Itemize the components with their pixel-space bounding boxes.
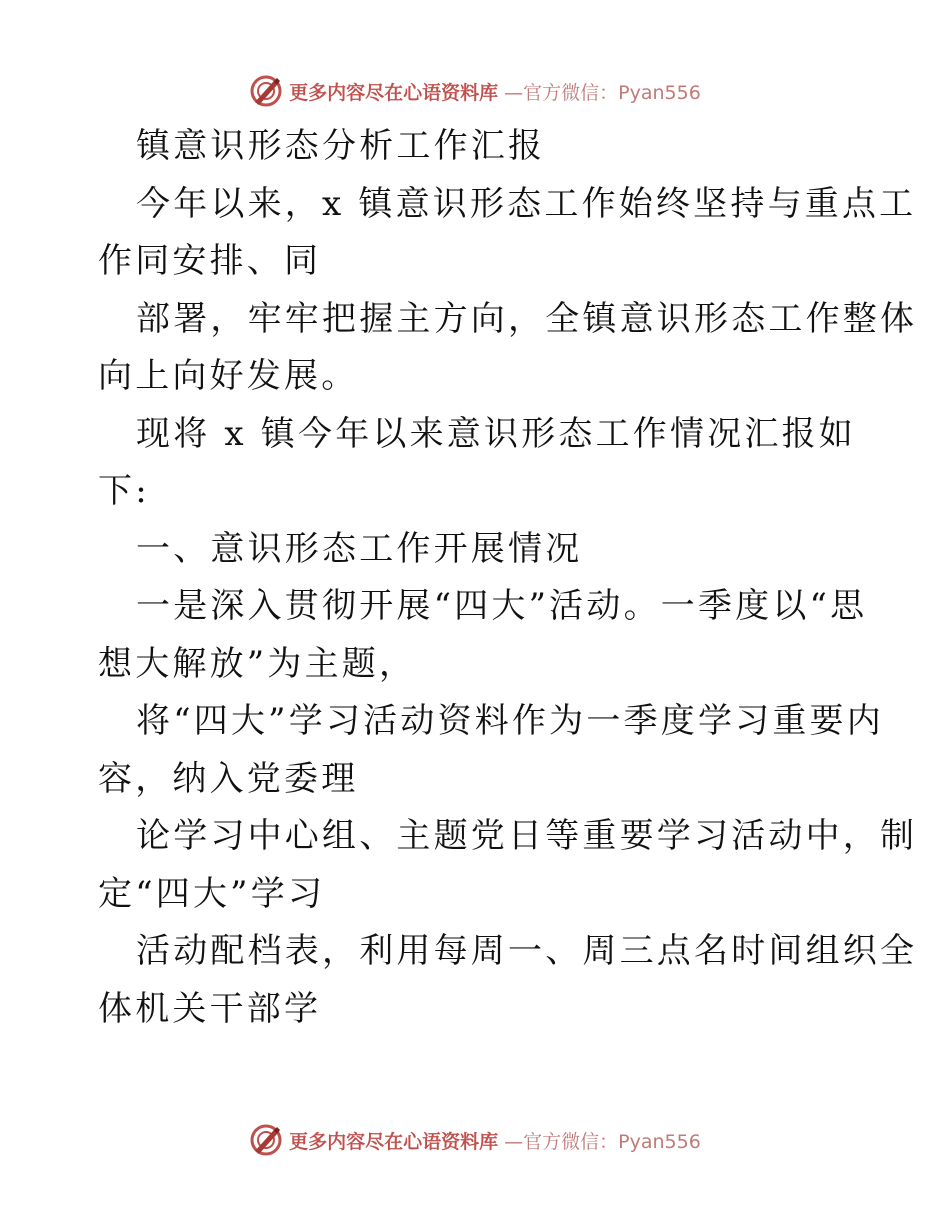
text-line: 一、意识形态工作开展情况 [136, 528, 583, 569]
watermark-suffix: —官方微信：Pyan556 [504, 1130, 701, 1153]
watermark-suffix: —官方微信：Pyan556 [504, 81, 701, 104]
text-line: 今年以来，x 镇意识形态工作始终坚持与重点工 [136, 183, 917, 224]
text-line: 镇意识形态分析工作汇报 [136, 126, 546, 166]
document-body [98, 118, 918, 1038]
header-watermark [0, 71, 950, 111]
watermark-text: 更多内容尽在心语资料库 [289, 1130, 499, 1153]
text-line: 一是深入贯彻开展“四大”活动。一季度以“思 [136, 586, 868, 626]
pen-logo-icon [249, 1123, 283, 1157]
text-line: 将“四大”学习活动资料作为一季度学习重要内 [136, 701, 884, 741]
watermark-text: 更多内容尽在心语资料库 [289, 81, 499, 104]
text-line: 作同安排、同 [98, 241, 322, 281]
text-line: 想大解放”为主题， [98, 643, 417, 684]
text-line: 现将 x 镇今年以来意识形态工作情况汇报如 [136, 413, 856, 454]
text-line: 体机关干部学 [98, 988, 322, 1029]
pen-logo-icon [249, 74, 283, 108]
text-line: 定“四大”学习 [98, 873, 326, 914]
text-line: 容，纳入党委理 [98, 758, 359, 799]
text-line: 部署，牢牢把握主方向，全镇意识形态工作整体 [136, 298, 918, 339]
text-line: 向上向好发展。 [98, 356, 359, 396]
footer-watermark [0, 1120, 950, 1160]
text-line: 下: [98, 471, 150, 511]
text-line: 活动配档表，利用每周一、周三点名时间组织全 [136, 931, 918, 971]
text-line: 论学习中心组、主题党日等重要学习活动中，制 [136, 816, 918, 856]
